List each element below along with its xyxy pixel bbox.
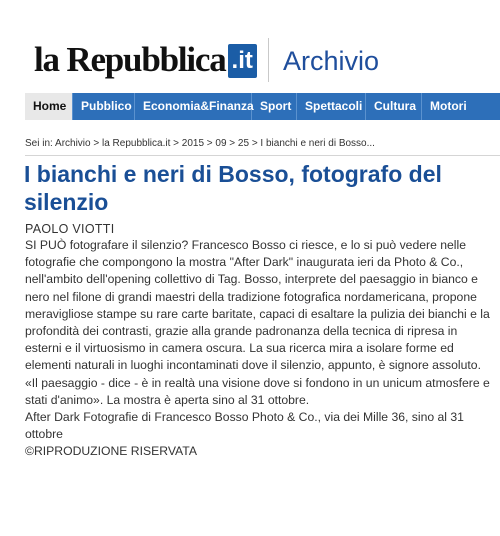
- section-title[interactable]: Archivio: [283, 46, 380, 76]
- logo-text: la Repubblica: [34, 40, 226, 79]
- nav-sport[interactable]: Sport: [252, 93, 297, 120]
- nav-pubblico[interactable]: Pubblico: [73, 93, 135, 120]
- breadcrumb[interactable]: Sei in: Archivio > la Repubblica.it > 2015 > 09 > 25 > I bianchi e neri di Bosso...: [25, 138, 375, 149]
- article-body: [25, 237, 495, 461]
- nav-spettacoli[interactable]: Spettacoli: [297, 93, 366, 120]
- article-author: PAOLO VIOTTI: [25, 222, 115, 236]
- article-paragraph: SI PUÒ fotografare il silenzio? Francesco Bosso ci riesce, e lo si può vedere nelle fotografie che compongono la mostra "After Dark" inaugurata ieri da Photo & Co., nell'ambito dell'opening collettivo di Tag. Bosso, interprete del paesaggio in bianco e nero nel filone di grandi maestri della tradizione fotografica nordamericana, propone meravigliose stampe su rare carte baritate, capaci di esaltare la pulizia dei bianchi e la profondità dei contrasti, grazie alla grande padronanza della tecnica di ripresa in esterni e il virtuosismo in camera oscura. La sua ricerca mira a isolare forme ed elementi naturali in luoghi incontaminati dove il silenzio, appunto, è signore assoluto. «Il paesaggio - dice - è in realtà una visione dove si fondono in un unicum atmosfere e stati d'animo». La mostra è aperta sino al 31 ottobre.: [25, 238, 490, 407]
- logo-suffix: .it: [228, 44, 257, 78]
- breadcrumb-divider: [25, 155, 500, 156]
- header-divider: [268, 38, 269, 82]
- main-nav: [25, 93, 500, 120]
- nav-economia-finanza[interactable]: Economia&Finanza: [135, 93, 252, 120]
- repubblica-logo[interactable]: [34, 40, 257, 80]
- nav-cultura[interactable]: Cultura: [366, 93, 422, 120]
- article-title: I bianchi e neri di Bosso, fotografo del silenzio: [24, 161, 442, 215]
- exhibition-info: After Dark Fotografie di Francesco Bosso Photo & Co., via dei Mille 36, sino al 31 ottobre: [25, 410, 464, 442]
- copyright-notice: ©RIPRODUZIONE RISERVATA: [25, 444, 197, 459]
- nav-home[interactable]: Home: [25, 93, 73, 120]
- nav-motori[interactable]: Motori: [430, 99, 467, 113]
- site-header: [0, 0, 500, 92]
